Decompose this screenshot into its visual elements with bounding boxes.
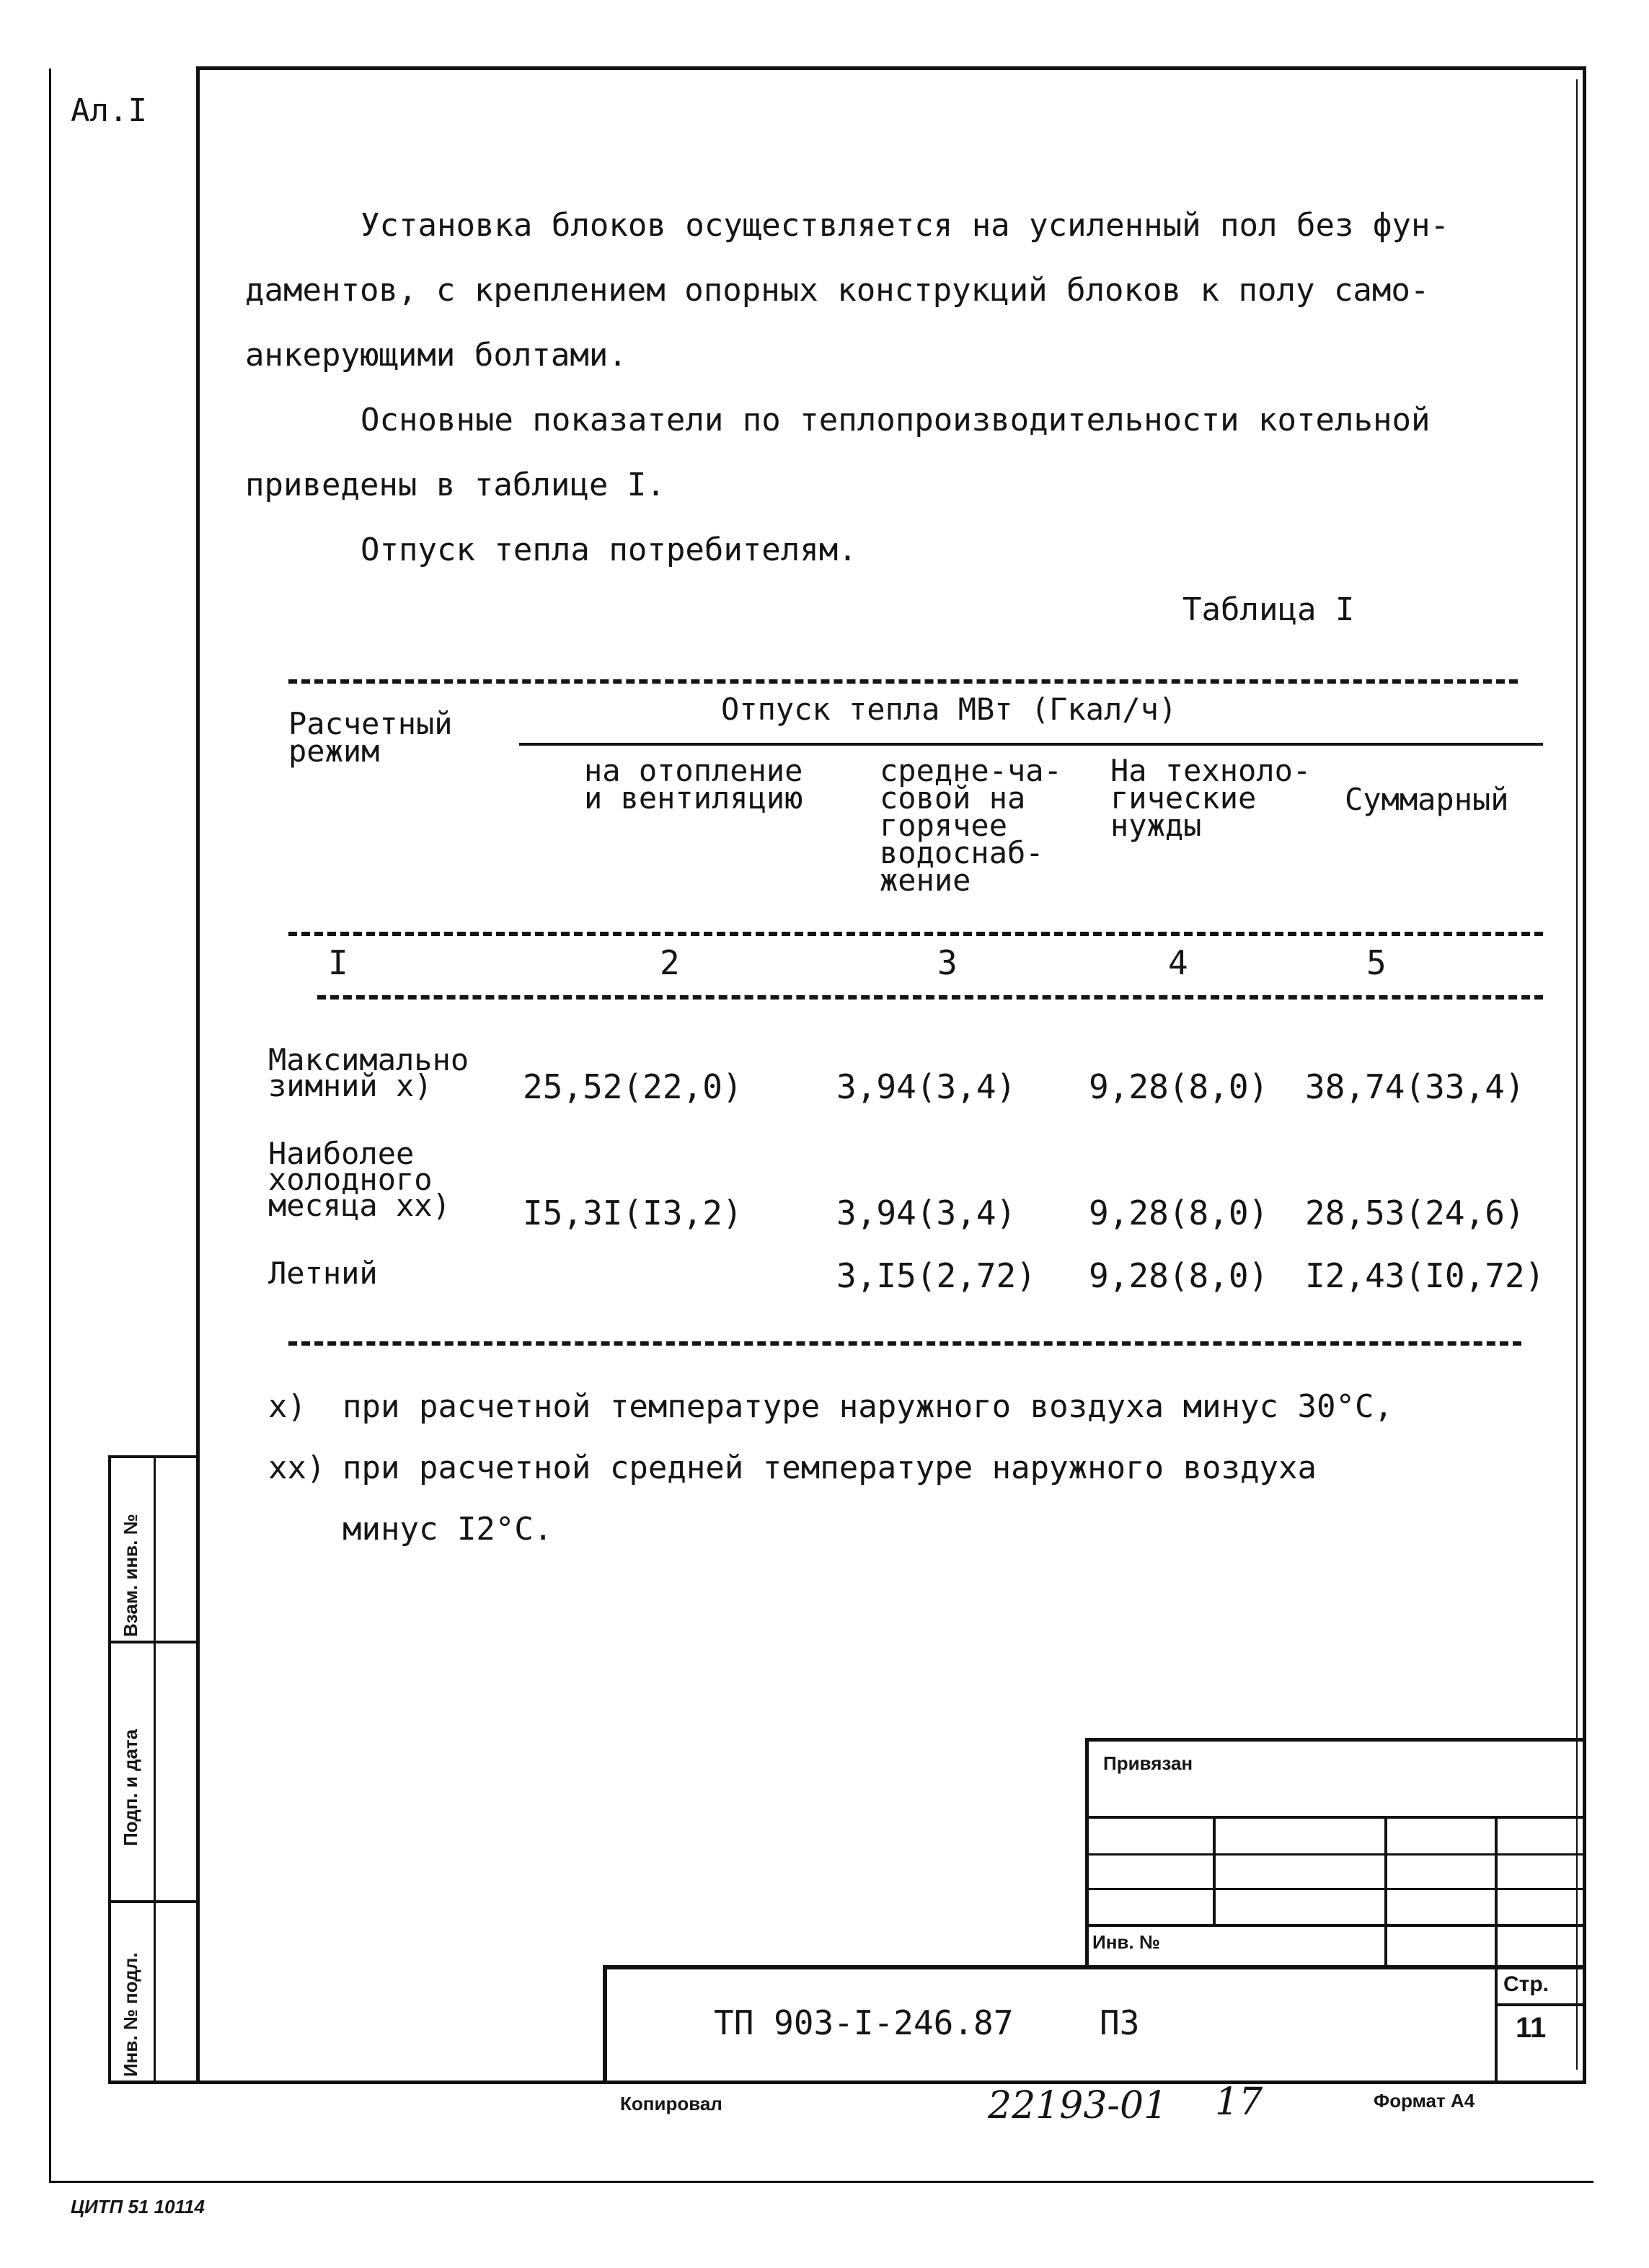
handwritten-number: 22193-01 [988,2084,1168,2127]
table-cell: 9,28(8,0) [1089,1193,1269,1232]
table-row-label: Летний [268,1256,378,1291]
frame-left [196,66,200,2084]
sheet-label: Ал.I [71,92,147,129]
table-cell: 25,52(22,0) [523,1067,743,1106]
printer-code: ЦИТП 51 10114 [71,2196,205,2218]
table-cell: 3,94(3,4) [836,1067,1017,1106]
table-cell: 38,74(33,4) [1305,1067,1525,1106]
footnote-text: при расчетной средней температуре наружного воздуха [342,1450,1317,1486]
header-col-process: На техноло- гические нужды [1110,753,1312,843]
header-group: Отпуск тепла МВт (Гкал/ч) [721,692,1177,727]
header-col-total: Суммарный [1345,782,1509,817]
format-label: Формат А4 [1374,2090,1475,2112]
table-cell: I2,43(I0,72) [1305,1256,1545,1295]
table-rule-numbers [317,995,1543,1000]
inv-no-label: Инв. № [1092,1931,1160,1953]
page-label: Стр. [1503,1972,1549,1996]
table-cell: I5,3I(I3,2) [523,1193,743,1232]
header-col-heating: на отопление и вентиляцию [584,753,803,816]
table-cell: 3,I5(2,72) [836,1256,1036,1295]
margin-line [49,69,51,2181]
frame-top [196,66,1586,70]
paragraph: Основные показатели по теплопроизводительности котельной приведены в таблице I. [245,402,1431,503]
frame-right-inner [1576,79,1578,2070]
table-cell: 3,94(3,4) [836,1193,1017,1232]
table-rule-bottom [288,1341,1521,1346]
col-number: I [328,943,348,982]
footnote-mark: х) [268,1388,306,1425]
col-number: 3 [937,943,958,982]
paragraph: Установка блоков осуществляется на усиленный пол без фун-даментов, с креплением опорных конструкций блоков к полу само-анкерующими болтами. [245,207,1449,374]
stamp-replacement-inv: Взам. инв. № [120,1514,141,1637]
stamp-signature-date: Подп. и дата [120,1729,141,1846]
footnote-text: при расчетной температуре наружного воздуха минус 30°С, [342,1388,1393,1425]
table-rule-header [288,932,1543,936]
bottom-edge-line [49,2181,1593,2183]
table-cell: 9,28(8,0) [1089,1256,1269,1295]
footnote-mark: хх) [268,1450,326,1486]
table-row-label: Максимально зимний х) [268,1042,469,1103]
paragraph: Отпуск тепла потребителям. [361,531,857,568]
stamp-original-inv: Инв. № подл. [120,1952,141,2077]
table-row-label: Наиболее холодного месяца хх) [268,1136,451,1223]
col-number: 2 [660,943,680,982]
col-number: 4 [1168,943,1188,982]
copied-label: Копировал [620,2093,722,2114]
page-number: 11 [1516,2012,1547,2044]
document-code: ТП 903-I-246.87 [714,2003,1014,2042]
frame-right [1583,66,1586,2084]
table-cell: 9,28(8,0) [1089,1067,1269,1106]
table-cell: 28,53(24,6) [1305,1193,1525,1232]
footnote-text: минус I2°С. [342,1511,553,1548]
document-type: ПЗ [1100,2003,1140,2042]
header-group-rule [519,743,1543,746]
table-title: Таблица I [1182,591,1355,628]
frame-bottom [108,2081,1586,2084]
header-col-hotwater: средне-ча- совой на горячее водоснаб- жение [880,753,1062,898]
col-number: 5 [1366,943,1387,982]
table-rule-top [288,679,1518,684]
privyazan-label: Привязан [1103,1752,1193,1774]
body-text [245,193,1500,583]
handwritten-page: 17 [1215,2081,1263,2124]
header-mode: Расчетный режим [288,706,453,769]
